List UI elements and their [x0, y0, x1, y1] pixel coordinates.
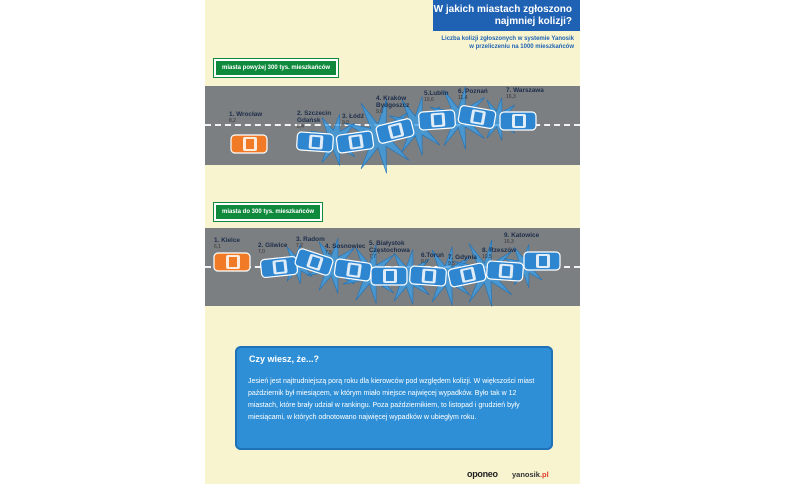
oponeo-logo: oponeo: [467, 469, 498, 479]
city-name: 6.Toruń: [421, 252, 444, 259]
city-name: 2. Szczecin: [297, 110, 332, 117]
city-name: 7. Warszawa: [506, 87, 544, 94]
city-label: [229, 111, 262, 125]
city-name: 1. Kielce: [214, 237, 240, 244]
city-name: 2. Gliwice: [258, 242, 288, 249]
city-label: [296, 236, 325, 250]
yanosik-logo-tld: .pl: [539, 470, 549, 479]
city-value: 7,7: [369, 254, 376, 260]
yanosik-logo-name: yanosik: [512, 470, 540, 479]
city-value: 9,6: [376, 109, 383, 115]
city-label: [482, 247, 516, 261]
city-label: [342, 113, 364, 127]
car-icon: [231, 135, 267, 153]
city-label: [458, 88, 488, 102]
city-value: 11,4: [458, 95, 468, 101]
city-name: Gdańsk: [297, 117, 321, 124]
city-name: Częstochowa: [369, 247, 410, 254]
city-name: 5. Białystok: [369, 240, 405, 247]
did-you-know-title: Czy wiesz, że...?: [249, 354, 320, 364]
city-name: 3. Łódź: [342, 113, 365, 120]
city-value: 7,2: [296, 243, 303, 249]
car-icon: [500, 112, 536, 130]
city-value: 9,5: [448, 261, 455, 267]
title-line-1: W jakich miastach zgłoszono: [433, 4, 572, 15]
city-name: 4. Sosnowiec: [325, 243, 366, 250]
city-name: Bydgoszcz: [376, 102, 410, 109]
city-label: [369, 240, 410, 261]
city-label: [214, 237, 240, 251]
subtitle-line-2: w przeliczeniu na 1000 mieszkańców: [469, 44, 574, 50]
city-name: 5.Lublin: [424, 90, 449, 97]
city-label: [258, 242, 287, 256]
did-you-know-box: [235, 346, 553, 450]
city-name: 4. Kraków: [376, 95, 407, 102]
city-name: 9. Katowice: [504, 232, 540, 239]
did-you-know-text: Jesień jest najtrudniejszą porą roku dla kierowców pod względem kolizji. W większości miast październik był miesiącem, w którym miało miejsce najwięcej wypadków. Było tak w 12 miastach, które brały udział w rankingu. Poza październikiem, to listopad i grudzień były miesiącami, w których odnotowano najwięcej wypadków w ubiegłym roku.: [248, 378, 535, 421]
city-value: 10,6: [424, 97, 434, 103]
car-icon: [486, 261, 523, 281]
city-value: 7,0: [258, 249, 265, 255]
sign-big-cities: miasta powyżej 300 tys. mieszkańców: [214, 59, 338, 77]
city-value: 8,4: [297, 124, 304, 130]
car-icon: [524, 252, 560, 270]
city-value: 8,2: [229, 118, 236, 124]
car-icon: [418, 110, 455, 130]
city-value: 8,0: [421, 259, 428, 265]
car-icon: [260, 256, 298, 278]
title-line-2: najmniej kolizji?: [494, 16, 572, 27]
city-name: 8. Rzeszów: [482, 247, 517, 254]
city-value: 6,1: [214, 244, 221, 250]
city-label: [421, 252, 444, 266]
city-label: [424, 90, 449, 104]
city-value: 9,0: [342, 120, 349, 126]
car-icon: [214, 253, 250, 271]
city-label: [297, 110, 331, 131]
city-value: 16,3: [506, 94, 516, 100]
car-icon: [296, 132, 333, 152]
city-name: 1. Wrocław: [229, 111, 263, 118]
car-icon: [409, 266, 446, 286]
city-label: [506, 87, 544, 101]
city-label: [325, 243, 366, 257]
city-name: 6. Poznań: [458, 88, 488, 95]
city-value: 16,3: [504, 239, 514, 245]
city-label: [448, 254, 477, 268]
city-label: [376, 95, 409, 116]
city-value: 7,5: [325, 250, 332, 256]
city-value: 10,5: [482, 254, 492, 260]
infographic: [205, 0, 580, 484]
car-icon: [371, 267, 407, 285]
city-label: [504, 232, 539, 246]
city-name: 3. Radom: [296, 236, 325, 243]
subtitle-line-1: Liczba kolizji zgłoszonych w systemie Yanosik: [441, 36, 574, 42]
sign-small-cities: miasta do 300 tys. mieszkańców: [214, 203, 322, 221]
yanosik-logo: [512, 470, 549, 479]
city-name: 7. Gdynia: [448, 254, 477, 261]
